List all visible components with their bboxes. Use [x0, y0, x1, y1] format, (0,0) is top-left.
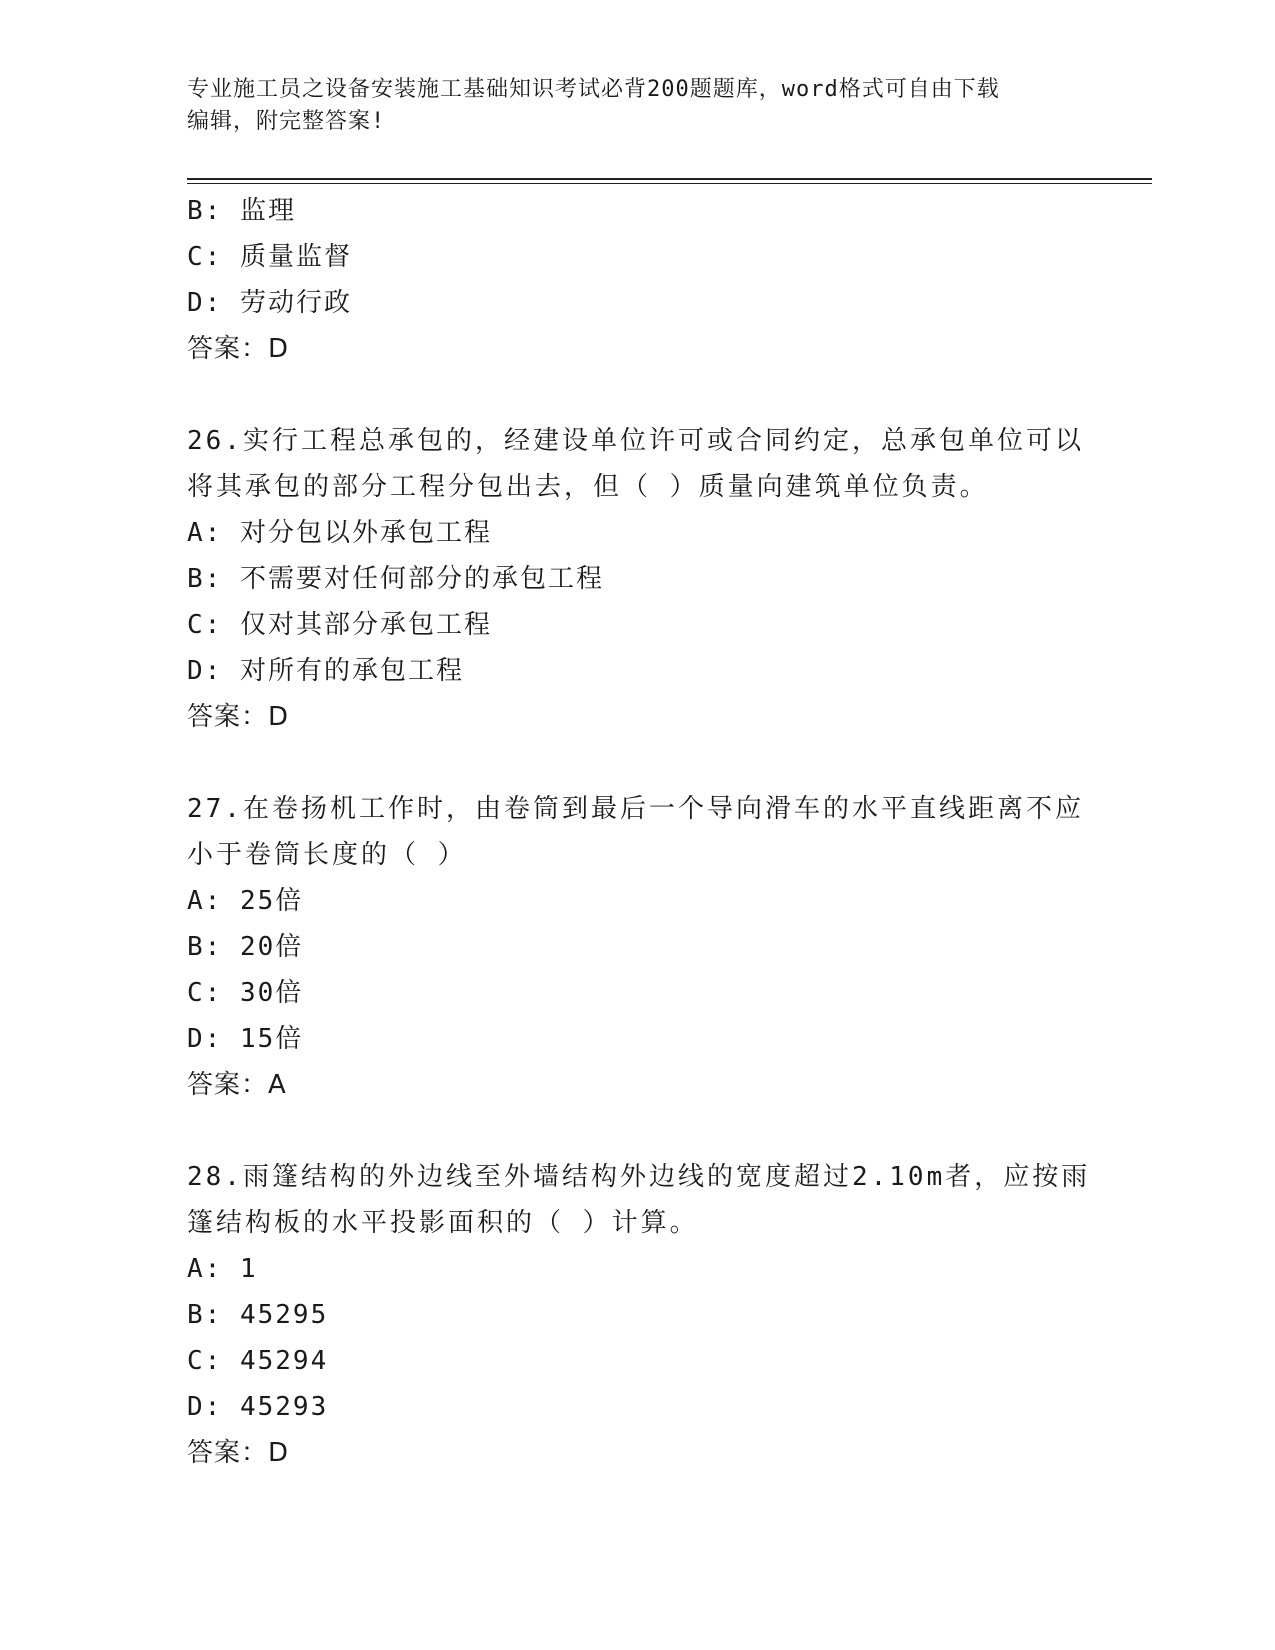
option-a: A: 1	[187, 1254, 258, 1284]
option-c: C: 仅对其部分承包工程	[187, 610, 492, 640]
question-text-line-2: 将其承包的部分工程分包出去，但（ ）质量向建筑单位负责。	[187, 472, 989, 502]
question-text-line-1: 26.实行工程总承包的，经建设单位许可或合同约定，总承包单位可以	[187, 426, 1084, 456]
question-text-line-2: 篷结构板的水平投影面积的（ ）计算。	[187, 1208, 699, 1238]
answer-line: 答案：D	[187, 1438, 290, 1468]
option-b: B: 20倍	[187, 932, 304, 962]
header-divider-thin	[187, 183, 1152, 184]
header-line-1: 专业施工员之设备安装施工基础知识考试必背200题题库，word格式可自由下载	[187, 77, 1000, 102]
header-line-2: 编辑，附完整答案!	[187, 109, 386, 134]
answer-line: 答案：A	[187, 1070, 287, 1100]
spacer	[187, 740, 1107, 786]
option-c: C: 45294	[187, 1346, 329, 1376]
option-a: A: 对分包以外承包工程	[187, 518, 492, 548]
answer-line: 答案：D	[187, 334, 290, 364]
option-b: B: 监理	[187, 196, 296, 226]
option-a: A: 25倍	[187, 886, 304, 916]
question-text-line-1: 27.在卷扬机工作时，由卷筒到最后一个导向滑车的水平直线距离不应	[187, 794, 1084, 824]
question-text-line-2: 小于卷筒长度的（ ）	[187, 840, 467, 870]
option-d: D: 45293	[187, 1392, 329, 1422]
document-header	[187, 74, 1087, 138]
option-c: C: 质量监督	[187, 242, 352, 272]
option-b: B: 不需要对任何部分的承包工程	[187, 564, 604, 594]
question-text-line-1: 28.雨篷结构的外边线至外墙结构外边线的宽度超过2.10m者，应按雨	[187, 1162, 1091, 1192]
question-25-tail	[187, 188, 1107, 372]
spacer	[187, 1108, 1107, 1154]
question-27	[187, 786, 1107, 1108]
option-d: D: 劳动行政	[187, 288, 352, 318]
answer-line: 答案：D	[187, 702, 290, 732]
option-d: D: 15倍	[187, 1024, 304, 1054]
question-28	[187, 1154, 1107, 1476]
option-b: B: 45295	[187, 1300, 329, 1330]
question-list	[187, 188, 1107, 1476]
header-divider-thick	[187, 178, 1152, 180]
option-d: D: 对所有的承包工程	[187, 656, 464, 686]
spacer	[187, 372, 1107, 418]
option-c: C: 30倍	[187, 978, 304, 1008]
question-26	[187, 418, 1107, 740]
